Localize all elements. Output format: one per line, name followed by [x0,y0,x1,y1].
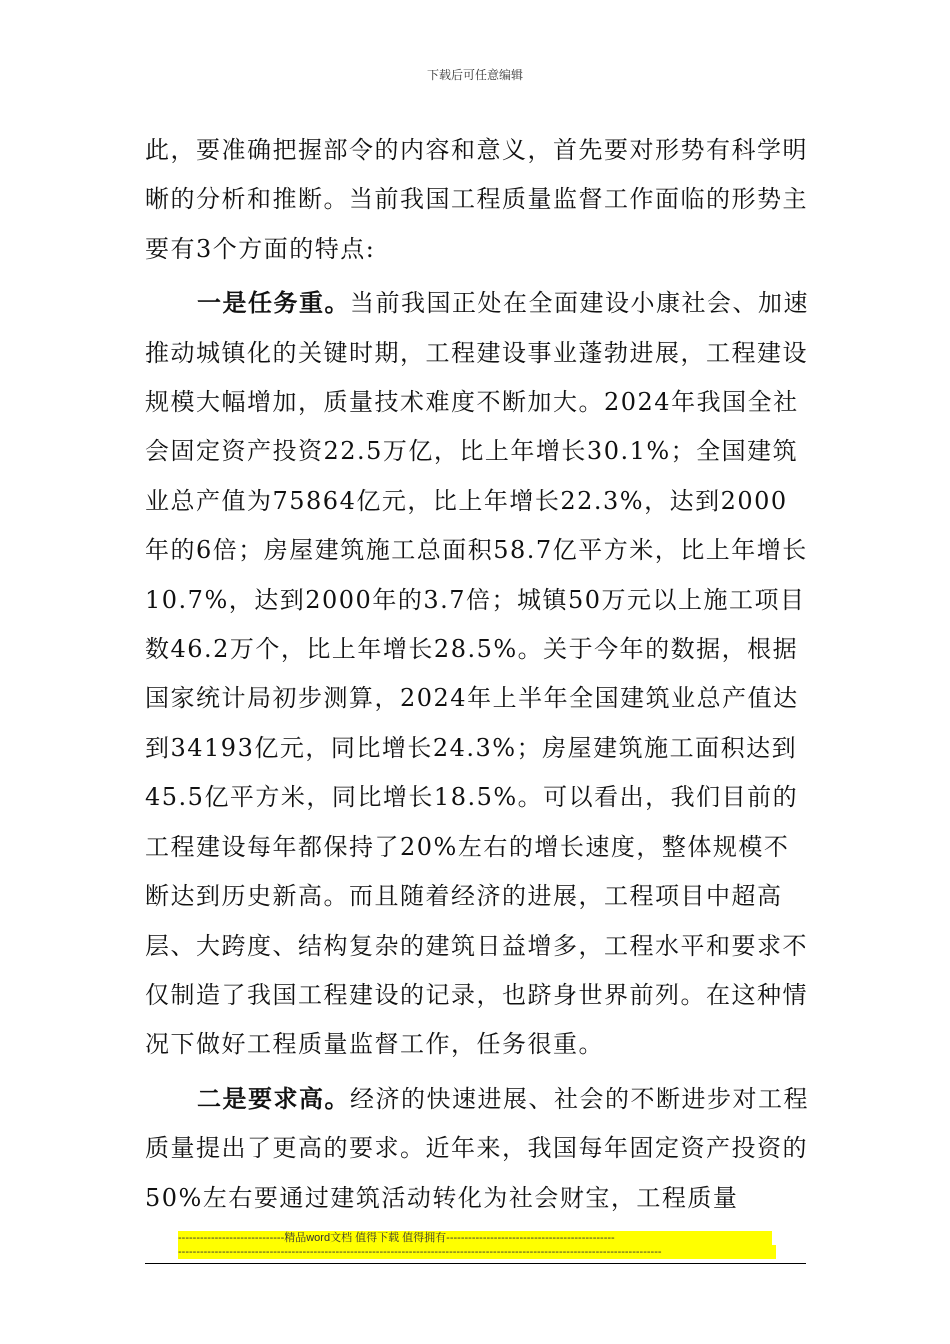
paragraph-text: 当前我国正处在全面建设小康社会、加速推动城镇化的关键时期，工程建设事业蓬勃进展，工程建设规模大幅增加，质量技术难度不断加大。2024年我国全社会固定资产投资22.5万亿，比上年增长30.1%；全国建筑业总产值为75864亿元，比上年增长22.3%，达到2000年的6倍；房屋建筑施工总面积58.7亿平方米，比上年增长10.7%，达到2000年的3.7倍；城镇50万元以上施工项目数46.2万个，比上年增长28.5%。关于今年的数据，根据国家统计局初步测算，2024年上半年全国建筑业总产值达到34193亿元，同比增长24.3%；房屋建筑施工面积达到45.5亿平方米，同比增长18.5%。可以看出，我们目前的工程建设每年都保持了20%左右的增长速度，整体规模不断达到历史新高。而且随着经济的进展，工程项目中超高层、大跨度、结构复杂的建筑日益增多，工程水平和要求不仅制造了我国工程建设的记录，也跻身世界前列。在这种情况下做好工程质量监督工作，任务很重。 [145,289,809,1059]
paragraph-lead: 一是任务重。 [197,288,350,318]
footer-banner: -----------------------------精品word文档 值得下载 值得拥有---------------------------------------------- [178,1231,772,1245]
paragraph-text: 此，要准确把握部令的内容和意义，首先要对形势有科学明晰的分析和推断。当前我国工程质量监督工作面临的形势主要有3个方面的特点: [145,136,808,263]
paragraph-text: 经济的快速进展、社会的不断进步对工程质量提出了更高的要求。近年来，我国每年固定资产投资的50%左右要通过建筑活动转化为社会财宝，工程质量 [145,1084,809,1212]
page-header: 下载后可任意编辑 [426,68,523,82]
footer-dash-line: ------------------------------------------------------------------------------------------------------------------------------------ [178,1245,776,1259]
paragraph-intro [145,126,810,274]
paragraph-task-heavy [145,278,810,1070]
paragraph-high-requirement [145,1074,810,1223]
paragraph-lead: 二是要求高。 [197,1083,350,1113]
document-body [145,126,810,1227]
footer-rule [145,1263,806,1264]
